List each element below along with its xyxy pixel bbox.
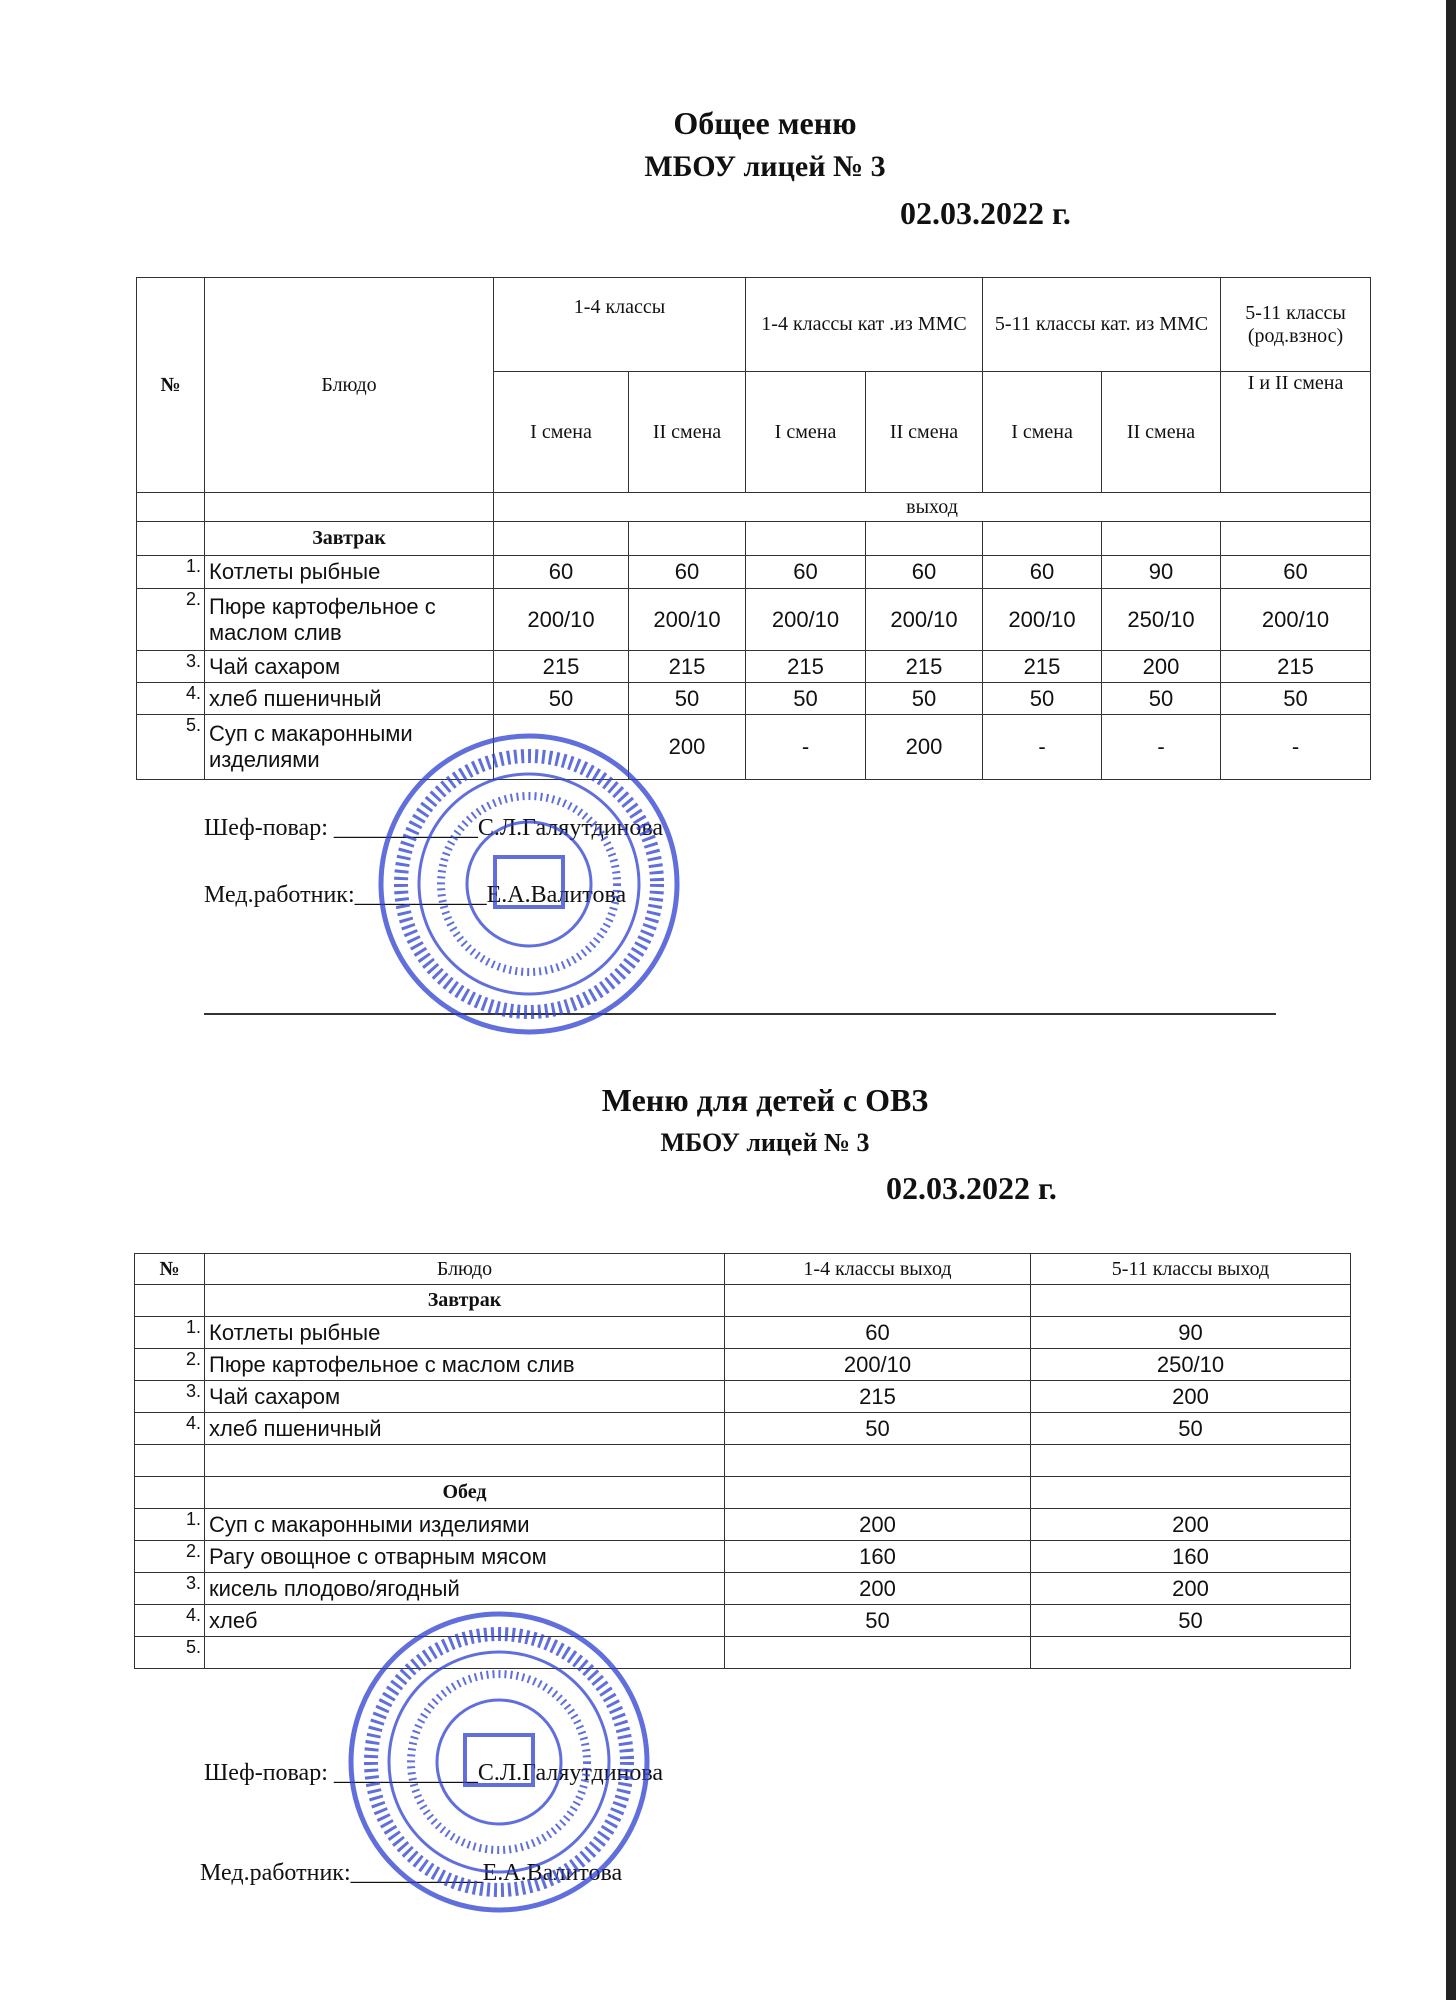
portion-value: 200 bbox=[1102, 651, 1221, 683]
row-number: 1. bbox=[135, 1509, 205, 1541]
table-row bbox=[137, 715, 1371, 780]
dish-name: Котлеты рыбные bbox=[205, 1317, 725, 1349]
row-number: 1. bbox=[137, 556, 205, 589]
header-col: 5-11 классы выход bbox=[1031, 1254, 1351, 1285]
table-row bbox=[135, 1317, 1351, 1349]
portion-value: 60 bbox=[746, 556, 866, 589]
header-group: 1-4 классы кат .из ММС bbox=[746, 278, 983, 372]
table-row bbox=[135, 1381, 1351, 1413]
menu1-table bbox=[136, 277, 1371, 780]
portion-value: 60 bbox=[1221, 556, 1371, 589]
portion-value: 200/10 bbox=[725, 1349, 1031, 1381]
row-number: 4. bbox=[137, 683, 205, 715]
header-shift: I и II смена bbox=[1221, 372, 1371, 493]
menu2-date: 02.03.2022 г. bbox=[886, 1170, 1057, 1206]
menu1-date: 02.03.2022 г. bbox=[900, 195, 1071, 231]
portion-value: 50 bbox=[494, 683, 629, 715]
dish-name: Пюре картофельное с маслом слив bbox=[205, 589, 494, 651]
portion-value: 60 bbox=[725, 1317, 1031, 1349]
row-number: 3. bbox=[137, 651, 205, 683]
portion-value: 200/10 bbox=[1221, 589, 1371, 651]
portion-value: 60 bbox=[494, 556, 629, 589]
table-row bbox=[135, 1541, 1351, 1573]
portion-value: 90 bbox=[1102, 556, 1221, 589]
portion-value: 50 bbox=[725, 1413, 1031, 1445]
dish-name: Котлеты рыбные bbox=[205, 556, 494, 589]
portion-value: 50 bbox=[1031, 1605, 1351, 1637]
header-shift: II смена bbox=[1102, 372, 1221, 493]
portion-value: 200 bbox=[725, 1509, 1031, 1541]
portion-value: 90 bbox=[1031, 1317, 1351, 1349]
portion-value: 60 bbox=[629, 556, 746, 589]
portion-value: 50 bbox=[866, 683, 983, 715]
portion-value: 200/10 bbox=[494, 589, 629, 651]
header-col: 1-4 классы выход bbox=[725, 1254, 1031, 1285]
portion-value: 250/10 bbox=[1031, 1349, 1351, 1381]
section-breakfast: Завтрак bbox=[205, 522, 494, 556]
table-row bbox=[137, 651, 1371, 683]
header-shift: I смена bbox=[746, 372, 866, 493]
dish-name: Чай сахаром bbox=[205, 1381, 725, 1413]
row-number: 5. bbox=[135, 1637, 205, 1669]
dish-name: Пюре картофельное с маслом слив bbox=[205, 1349, 725, 1381]
row-number: 2. bbox=[135, 1541, 205, 1573]
row-number: 3. bbox=[135, 1573, 205, 1605]
chef-signature: Шеф-повар: ____________С.Л.Галяутдинова bbox=[204, 1760, 664, 1786]
portion-value: 60 bbox=[983, 556, 1102, 589]
header-output: выход bbox=[494, 493, 1371, 522]
portion-value: 200 bbox=[1031, 1381, 1351, 1413]
menu2-title: Меню для детей с ОВЗ bbox=[601, 1082, 929, 1118]
portion-value: - bbox=[983, 715, 1102, 780]
menu1-school: МБОУ лицей № 3 bbox=[644, 150, 886, 183]
portion-value: - bbox=[1221, 715, 1371, 780]
menu2-school: МБОУ лицей № 3 bbox=[660, 1128, 870, 1157]
portion-value: 200/10 bbox=[746, 589, 866, 651]
portion-value: 60 bbox=[866, 556, 983, 589]
portion-value: 215 bbox=[746, 651, 866, 683]
menu1-title: Общее меню bbox=[673, 105, 857, 141]
row-number: 4. bbox=[135, 1413, 205, 1445]
header-shift: I смена bbox=[494, 372, 629, 493]
portion-value: 250/10 bbox=[1102, 589, 1221, 651]
portion-value bbox=[725, 1637, 1031, 1669]
portion-value: - bbox=[1102, 715, 1221, 780]
portion-value: 200/10 bbox=[983, 589, 1102, 651]
portion-value: 215 bbox=[725, 1381, 1031, 1413]
portion-value: 215 bbox=[1221, 651, 1371, 683]
table-row bbox=[135, 1605, 1351, 1637]
header-shift: II смена bbox=[866, 372, 983, 493]
header-num: № bbox=[137, 278, 205, 493]
scan-edge bbox=[1446, 0, 1456, 2000]
portion-value: 200 bbox=[866, 715, 983, 780]
portion-value: 215 bbox=[629, 651, 746, 683]
portion-value: 50 bbox=[1031, 1413, 1351, 1445]
portion-value: 50 bbox=[1102, 683, 1221, 715]
medic-signature: Мед.работник:___________Е.А.Валитова bbox=[200, 1860, 623, 1886]
table-row bbox=[137, 683, 1371, 715]
dish-name: хлеб bbox=[205, 1605, 725, 1637]
row-number: 4. bbox=[135, 1605, 205, 1637]
row-number: 2. bbox=[137, 589, 205, 651]
portion-value: 160 bbox=[725, 1541, 1031, 1573]
chef-signature: Шеф-повар: ____________С.Л.Галяутдинова bbox=[204, 815, 664, 841]
table-row bbox=[135, 1573, 1351, 1605]
portion-value: 50 bbox=[629, 683, 746, 715]
portion-value bbox=[494, 715, 629, 780]
menu2-table bbox=[134, 1253, 1351, 1669]
medic-signature: Мед.работник:___________Е.А.Валитова bbox=[204, 882, 627, 908]
portion-value: 215 bbox=[494, 651, 629, 683]
portion-value: 50 bbox=[983, 683, 1102, 715]
row-number: 2. bbox=[135, 1349, 205, 1381]
table-row bbox=[135, 1509, 1351, 1541]
header-shift: I смена bbox=[983, 372, 1102, 493]
portion-value: 50 bbox=[725, 1605, 1031, 1637]
dish-name: Суп с макаронными изделиями bbox=[205, 715, 494, 780]
empty-cell bbox=[205, 493, 494, 522]
portion-value: 50 bbox=[1221, 683, 1371, 715]
dish-name: хлеб пшеничный bbox=[205, 1413, 725, 1445]
dish-name bbox=[205, 1637, 725, 1669]
portion-value: 215 bbox=[866, 651, 983, 683]
row-number: 5. bbox=[137, 715, 205, 780]
dish-name: хлеб пшеничный bbox=[205, 683, 494, 715]
portion-value: - bbox=[746, 715, 866, 780]
portion-value: 200/10 bbox=[866, 589, 983, 651]
table-row bbox=[137, 556, 1371, 589]
header-group: 1-4 классы bbox=[494, 278, 746, 372]
header-group: 5-11 классы кат. из ММС bbox=[983, 278, 1221, 372]
table-row bbox=[135, 1349, 1351, 1381]
dish-name: Суп с макаронными изделиями bbox=[205, 1509, 725, 1541]
row-number: 1. bbox=[135, 1317, 205, 1349]
portion-value: 160 bbox=[1031, 1541, 1351, 1573]
header-shift: II смена bbox=[629, 372, 746, 493]
portion-value: 200 bbox=[629, 715, 746, 780]
portion-value: 50 bbox=[746, 683, 866, 715]
divider bbox=[204, 1013, 1276, 1015]
portion-value: 215 bbox=[983, 651, 1102, 683]
portion-value: 200 bbox=[725, 1573, 1031, 1605]
section-lunch: Обед bbox=[205, 1477, 725, 1509]
dish-name: Чай сахаром bbox=[205, 651, 494, 683]
portion-value: 200/10 bbox=[629, 589, 746, 651]
table-row bbox=[135, 1413, 1351, 1445]
empty-cell bbox=[137, 493, 205, 522]
table-row bbox=[135, 1637, 1351, 1669]
table-row bbox=[137, 589, 1371, 651]
portion-value: 200 bbox=[1031, 1573, 1351, 1605]
row-number: 3. bbox=[135, 1381, 205, 1413]
portion-value bbox=[1031, 1637, 1351, 1669]
portion-value: 200 bbox=[1031, 1509, 1351, 1541]
section-breakfast: Завтрак bbox=[205, 1285, 725, 1317]
header-group: 5-11 классы (род.взнос) bbox=[1221, 278, 1371, 372]
header-dish: Блюдо bbox=[205, 1254, 725, 1285]
header-num: № bbox=[135, 1254, 205, 1285]
header-dish: Блюдо bbox=[205, 278, 494, 493]
empty-cell bbox=[137, 522, 205, 556]
dish-name: Рагу овощное с отварным мясом bbox=[205, 1541, 725, 1573]
dish-name: кисель плодово/ягодный bbox=[205, 1573, 725, 1605]
